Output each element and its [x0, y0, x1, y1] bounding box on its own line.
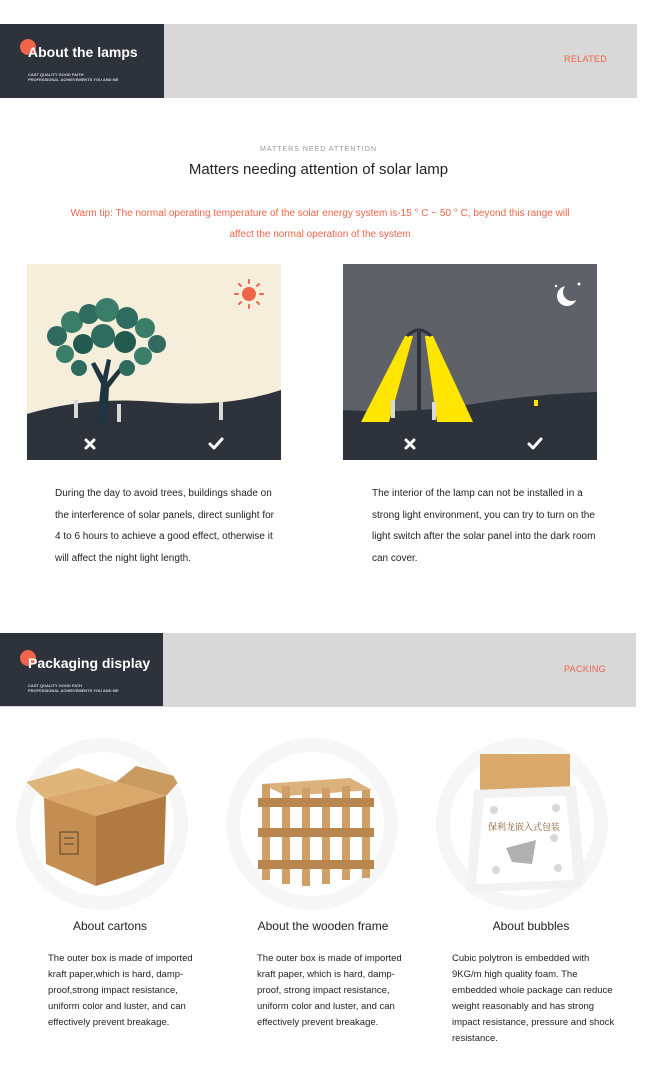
night-illustration: [343, 264, 597, 460]
bubbles-description: Cubic polytron is embedded with 9KG/m high quality foam. The embedded whole package can reduce weight reasonably and has strong impact resistance, pressure and shock resistance.: [452, 953, 615, 1044]
banner-subtitle: [28, 72, 119, 82]
bubbles-image: [436, 738, 608, 910]
banner-subtitle: [28, 683, 119, 693]
about-lamps-banner: [0, 24, 637, 98]
packaging-banner: [0, 633, 636, 707]
wooden-frame-description: The outer box is made of imported kraft paper, which is hard, damp-proof, strong impact resistance, uniform color and luster, and can effectively prevent breakage.: [257, 953, 402, 1028]
carton-image: [16, 738, 188, 910]
packing-link[interactable]: PACKING: [564, 664, 606, 674]
warm-tip: Warm tip: The normal operating temperature of the solar energy system is-15 ° C ~ 50 ° C, beyond this range will affect the normal operation of the system: [70, 208, 570, 240]
foam-label: 保利龙嵌入式包装: [487, 823, 561, 833]
cartons-description: The outer box is made of imported kraft paper,which is hard, damp-proof,strong impact resistance, uniform color and luster, and can effectively prevent breakage.: [48, 953, 193, 1028]
banner-dark-block: [0, 24, 164, 98]
wooden-crate-icon: [226, 738, 398, 910]
section-kicker: MATTERS NEED ATTENTION: [259, 146, 378, 153]
cartons-title: About cartons: [72, 919, 148, 933]
wooden-frame-title: About the wooden frame: [257, 919, 389, 933]
banner-subtitle-line1: CAST QUALITY GOOD FAITH: [28, 72, 84, 77]
wooden-frame-image: [226, 738, 398, 910]
day-illustration: [27, 264, 281, 460]
bubbles-title: About bubbles: [492, 919, 570, 933]
carton-box-icon: [16, 738, 188, 910]
day-description: During the day to avoid trees, buildings shade on the interference of solar panels, direct sunlight for 4 to 6 hours to achieve a good effect, otherwise it will affect the night light length.: [55, 488, 275, 564]
banner-subtitle-line2: PROFESSIONAL ACHIEVEMENTS YOU AND ME: [28, 77, 119, 82]
related-link[interactable]: RELATED: [564, 54, 607, 64]
section-title: Matters needing attention of solar lamp: [188, 161, 449, 178]
banner-subtitle-line1: CAST QUALITY GOOD FATH: [28, 683, 83, 688]
foam-package-icon: [436, 738, 608, 910]
banner-title: About the lamps: [28, 44, 138, 60]
night-description: The interior of the lamp can not be installed in a strong light environment, you can try to turn on the light switch after the solar panel into the dark room can cover.: [372, 488, 596, 564]
banner-dark-block: [0, 633, 163, 706]
banner-subtitle-line2: PROFESSIONAL ACHIEVEMENTS YOU AND ME: [28, 688, 119, 693]
banner-title: Packaging display: [28, 655, 151, 671]
